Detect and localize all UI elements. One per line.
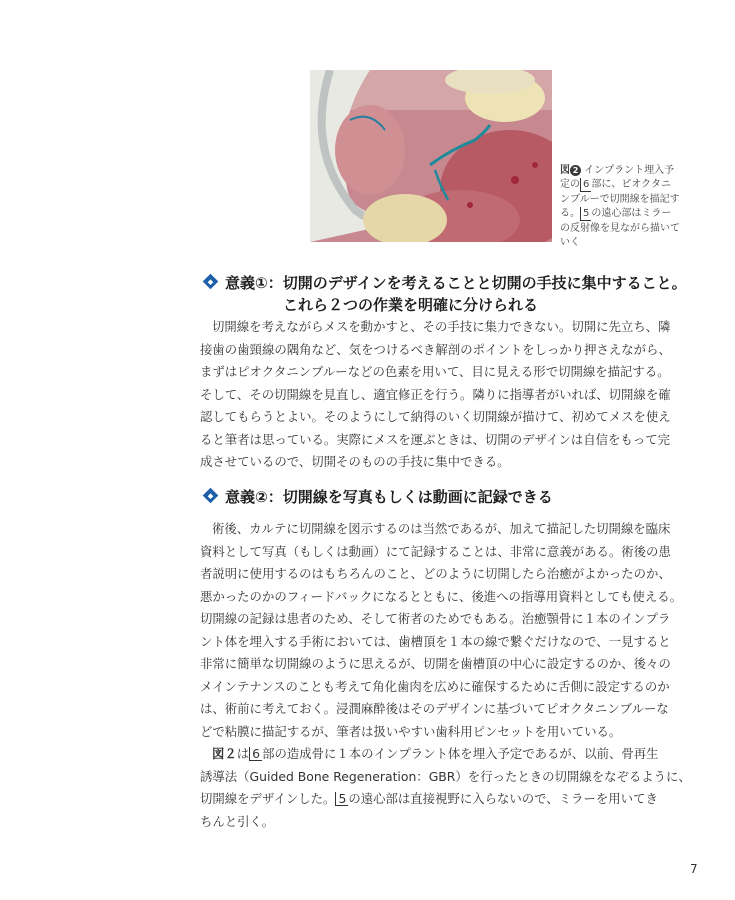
text-line: ント体を埋入する手術においては、歯槽頂を１本の線で繋ぐだけなので、一見すると xyxy=(200,633,671,649)
text-fragment: の遠心部は直接視野に入らないので、ミラーを用いてき xyxy=(348,791,658,806)
text-line: 認してもらうとよい。そのようにして納得のいく切開線が描けて、初めてメスを使え xyxy=(200,409,671,424)
text-line: 術後、カルテに切開線を図示するのは当然であるが、加えて描記した切開線を臨床 xyxy=(212,521,671,536)
text-line: そして、その切開線を見直し、適宜修正を行う。隣りに指導者がいれば、切開線を確 xyxy=(200,386,671,402)
tooth-notation-upper-right: 6 xyxy=(249,747,262,761)
text-line xyxy=(200,743,670,766)
section1-heading-line1: 意義①：切開のデザインを考えることと切開の手技に集中すること。 xyxy=(225,274,687,292)
text-line: 悪かったのかのフィードバックになるとともに、後進への指導用資料としても使える。 xyxy=(200,588,682,604)
text-line: 非常に簡単な切開線のように思えるが、切開を歯槽頂の中心に設定するのか、後々の xyxy=(200,656,671,671)
tooth-notation-upper-right: 5 xyxy=(580,207,591,221)
section1-heading xyxy=(203,272,687,316)
clinical-photo-illustration xyxy=(310,70,552,242)
caption-text-b: 部に、ピオクタニンブルーで切開線を描記する。 xyxy=(560,179,680,220)
clinical-photo xyxy=(310,70,552,242)
text-line: どで粘膜に描記するが、筆者は扱いやすい歯科用ピンセットを用いている。 xyxy=(200,723,622,739)
text-line: メインテナンスのことも考えて角化歯肉を広めに確保するために舌側に設定するのか xyxy=(200,678,670,694)
text-line: ると筆者は思っている。実際にメスを運ぶときは、切開のデザインは自信をもって完 xyxy=(200,431,670,447)
text-line: ちんと引く。 xyxy=(200,813,275,829)
section2-heading-text: 意義②：切開線を写真もしくは動画に記録できる xyxy=(225,488,553,506)
section2-heading xyxy=(203,486,553,508)
text-line: 切開線を考えながらメスを動かすと、その手技に集力できない。切開に先立ち、隣 xyxy=(212,319,671,334)
text-line: 資料として写真（もしくは動画）にて記録することは、非常に意義がある。術後の患 xyxy=(200,543,671,559)
diamond-bullet-icon xyxy=(203,274,219,290)
text-line xyxy=(200,788,670,811)
text-fragment: 部の造成骨に１本のインプラント体を埋入予定であるが、以前、骨再生 xyxy=(262,746,659,761)
figure-caption xyxy=(560,164,680,250)
text-fragment: 切開線をデザインした。 xyxy=(200,791,336,806)
caption-text-c: の遠心部はミラーの反射像を見ながら描いていく xyxy=(560,208,680,249)
tooth-notation-upper-right: 6 xyxy=(580,178,591,192)
text-fragment: は xyxy=(236,746,250,761)
text-line: は、術前に考えておく。浸潤麻酔後はそのデザインに基づいてピオクタニンブルーな xyxy=(200,701,669,716)
diamond-bullet-icon xyxy=(203,488,219,504)
text-line: 切開線の記録は患者のため、そして術者のためでもある。治癒顎骨に１本のインプラ xyxy=(200,611,671,626)
text-line: 成させているので、切開そのものの手技に集中できる。 xyxy=(200,454,510,469)
section2-body xyxy=(200,518,691,833)
page-number: 7 xyxy=(690,862,698,876)
text-line: 接歯の歯頸線の隅角など、気をつけるべき解剖のポイントをしっかり押さえながら、 xyxy=(200,341,671,357)
text-line: 者説明に使用するのはもちろんのこと、どのように切開したら治癒がよかったのか、 xyxy=(200,566,671,581)
figure-reference: 図２ xyxy=(212,746,237,761)
section1-heading-line2: これら２つの作業を明確に分けられる xyxy=(283,296,539,314)
caption-text-a: インプラント埋入予定の xyxy=(560,165,675,191)
text-line: まずはピオクタニンブルーなどの色素を用いて、目に見える形で切開線を描記する。 xyxy=(200,364,670,379)
figure-number: 2 xyxy=(570,165,581,176)
figure-label: 図 xyxy=(560,165,570,176)
section1-body xyxy=(200,316,670,474)
tooth-notation-upper-right: 5 xyxy=(335,792,348,806)
text-line: 誘導法（Guided Bone Regeneration：GBR）を行ったときの切開線をなぞるように、 xyxy=(200,768,691,784)
